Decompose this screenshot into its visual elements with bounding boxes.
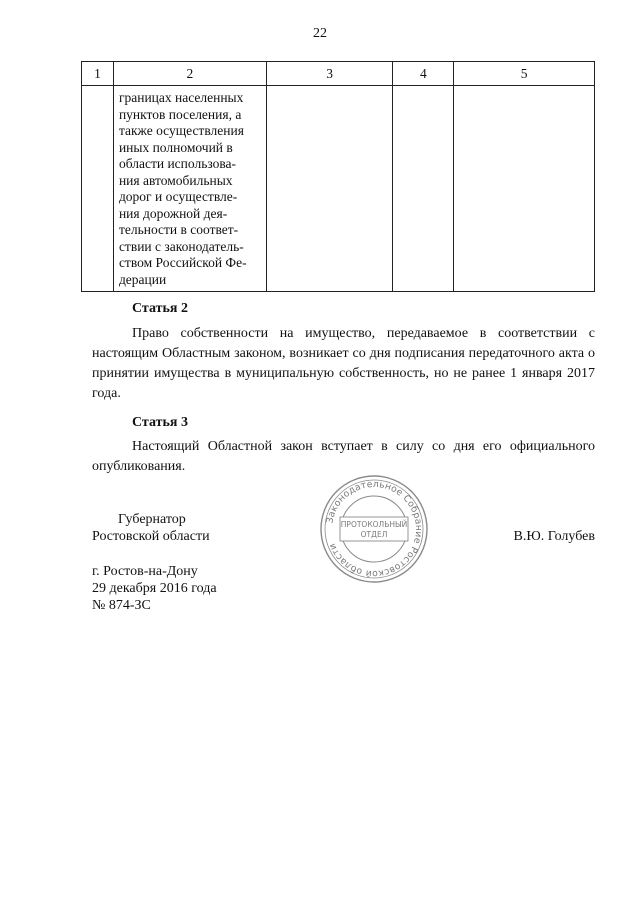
law-city: г. Ростов-на-Дону: [92, 564, 198, 579]
official-stamp: [318, 473, 430, 585]
stamp-ring-text: Законодательное Собрание Ростовской области: [324, 478, 425, 580]
table-header-cell: 3: [266, 62, 393, 86]
table-header-cell: 5: [454, 62, 595, 86]
signature-position-line2: Ростовской области: [92, 529, 210, 544]
signature-name: В.Ю. Голубев: [513, 529, 595, 544]
table-header-cell: 2: [113, 62, 266, 86]
table-cell-text: границах населенных пунктов поселения, а также осуществления иных полномочий в области использова- ния автомобильных дорог и осуществле- ния дорожной дея- тельности в соответ- ствии с законодатель- ством Российской Фе- дерации: [118, 90, 247, 287]
table-cell: [454, 86, 595, 292]
table-header-cell: 4: [393, 62, 454, 86]
article-3-title: Статья 3: [132, 415, 188, 430]
article-2-text: Право собственности на имущество, передаваемое в соответствии с настоящим Областным законом, возникает со дня подписания передаточного акта о принятии имущества в муниципальную собственность, но не ранее 1 января 2017 года.: [92, 326, 595, 401]
article-2-title: Статья 2: [132, 301, 188, 316]
signature-position-line1: Губернатор: [118, 512, 186, 527]
table-header-row: [82, 62, 595, 86]
law-date: 29 декабря 2016 года: [92, 581, 217, 596]
table-header-cell: 1: [82, 62, 114, 86]
law-number: № 874-ЗС: [92, 598, 151, 613]
page-number: 22: [313, 26, 327, 41]
document-table: [81, 61, 595, 292]
stamp-center-line2: ОТДЕЛ: [360, 530, 388, 539]
stamp-center-line1: ПРОТОКОЛЬНЫЙ: [340, 520, 408, 529]
table-cell: [266, 86, 393, 292]
table-cell: [82, 86, 114, 292]
article-3-text: Настоящий Областной закон вступает в силу со дня его официального опубликования.: [92, 439, 595, 474]
table-cell: [113, 86, 266, 292]
table-row: [82, 86, 595, 292]
table-cell: [393, 86, 454, 292]
